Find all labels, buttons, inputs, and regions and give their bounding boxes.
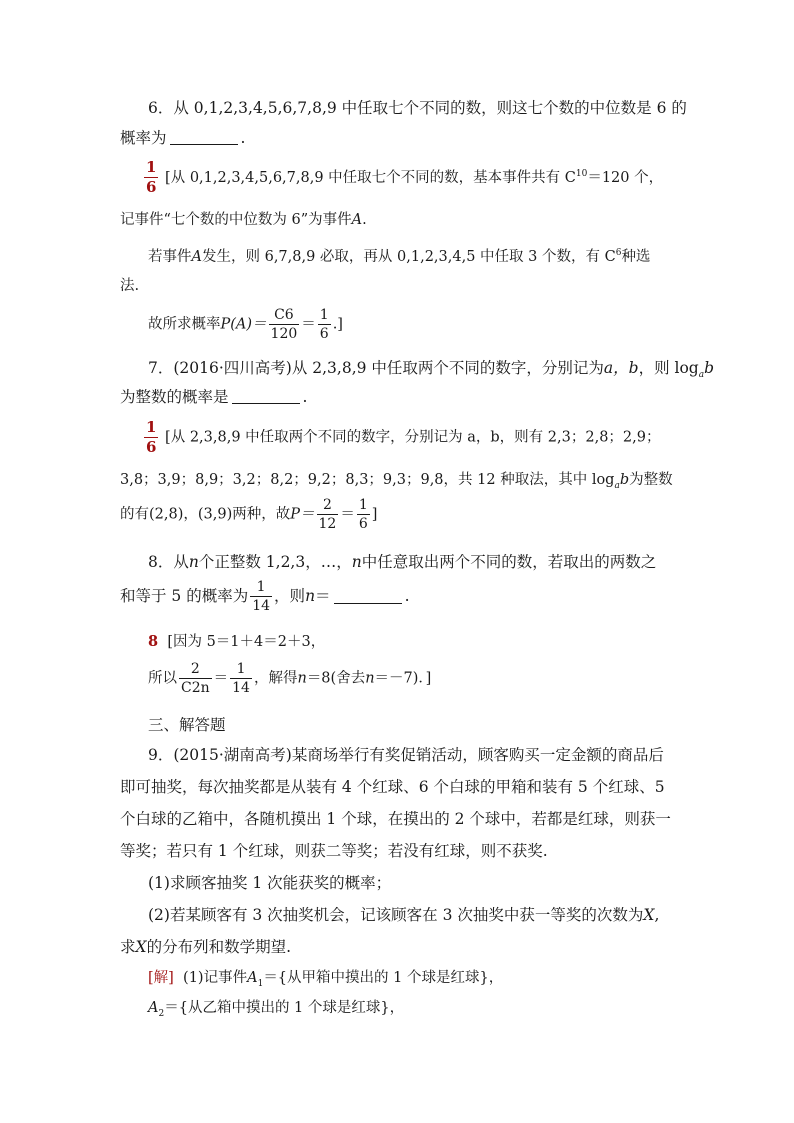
- q6-solution-line-5: 故所求概率P(A)＝ $\frac{C6}{120}$ ＝ $\frac{1}{6}$ .]: [148, 307, 343, 342]
- q7-solution-line-1: $\frac{1}{6}$ [从 2,3,8,9 中任取两个不同的数字，分别记为 a，b，则有 2,3；2,8；2,9；: [146, 418, 661, 456]
- q7-count-fraction: $\frac{2}{12}$: [318, 497, 337, 532]
- q6-stem-line-2: 概率为 .: [120, 129, 246, 147]
- q6-solution-line-4: 法.: [120, 278, 140, 294]
- q6-solution-line-2: 记事件“七个数的中位数为 6”为事件A.: [120, 212, 367, 228]
- q7-result-fraction: $\frac{1}{6}$: [358, 497, 368, 532]
- section-heading: 三、解答题: [148, 716, 226, 734]
- q6-result-fraction: $\frac{1}{6}$: [319, 307, 329, 342]
- q8-stem-line-1: 8．从n个正整数 1,2,3，…，n中任意取出两个不同的数，若取出的两数之: [148, 553, 657, 571]
- q6-solution-line-3: 若事件A发生，则 6,7,8,9 必取，再从 0,1,2,3,4,5 中任取 3 个数，有 $C^6$种选: [148, 248, 651, 265]
- q6-combination-fraction: $\frac{C6}{120}$: [270, 307, 298, 342]
- q6-answer-blank: [170, 130, 238, 145]
- q7-solution-line-3: 的有(2,8)，(3,9)两种，故P＝ $\frac{2}{12}$ ＝ $\frac{1}{6}$ ]: [120, 497, 378, 532]
- q8-solution-line-2: 所以 $\frac{2}{C2n}$ ＝ $\frac{1}{14}$ ，解得n＝8(舍去n＝－7)．]: [148, 661, 432, 696]
- q8-solution-line-1: 8 [因为 5＝1＋4＝2＋3，: [148, 633, 326, 650]
- q7-stem-line-2: 为整数的概率是 .: [120, 388, 308, 406]
- q9-solution-line-2: $A_2=${从乙箱中摸出的 1 个球是红球}，: [148, 1000, 405, 1019]
- q7-solution-line-2: 3,8；3,9；8,9；3,2；8,2；9,2；8,3；9,3；9,8，共 12 种取法，其中 $\log_ab$为整数: [120, 472, 673, 491]
- q9-solution-line-1: [解] (1)记事件$A_1=${从甲箱中摸出的 1 个球是红球}，: [148, 970, 504, 989]
- q6-answer-fraction: $\frac{1}{6}$: [146, 158, 157, 196]
- q9-part-1: (1)求顾客抽奖 1 次能获奖的概率；: [148, 874, 392, 892]
- q6-solution-line-1: $\frac{1}{6}$ [从 0,1,2,3,4,5,6,7,8,9 中任取七个不同的数，基本事件共有 $C^{10}=120$ 个，: [146, 158, 664, 196]
- q9-stem-line-3: 个白球的乙箱中，各随机摸出 1 个球，在摸出的 2 个球中，若都是红球，则获一: [120, 810, 671, 828]
- q8-stem-line-2: 和等于 5 的概率为 $\frac{1}{14}$ ，则n＝ .: [120, 579, 410, 614]
- q7-stem-line-1: 7．(2016·四川高考)从 2,3,8,9 中任取两个不同的数字，分别记为a，b，则 $\log_ab$: [148, 359, 715, 381]
- q7-answer-blank: [232, 389, 300, 404]
- q9-stem-line-4: 等奖；若只有 1 个红球，则获二等奖；若没有红球，则不获奖.: [120, 842, 548, 860]
- q8-combination-fraction: $\frac{2}{C2n}$: [181, 661, 210, 696]
- q8-result-fraction: $\frac{1}{14}$: [232, 661, 250, 696]
- q9-part-2-cont: 求X的分布列和数学期望.: [120, 938, 291, 956]
- q9-solution-label: [解]: [148, 970, 174, 986]
- q9-stem-line-2: 即可抽奖，每次抽奖都是从装有 4 个红球、6 个白球的甲箱和装有 5 个红球、5: [120, 778, 665, 796]
- q8-probability-fraction: $\frac{1}{14}$: [252, 579, 271, 614]
- q8-answer: 8: [148, 633, 159, 650]
- q9-stem-line-1: 9．(2015·湖南高考)某商场举行有奖促销活动，顾客购买一定金额的商品后: [148, 746, 664, 764]
- q9-part-2: (2)若某顾客有 3 次抽奖机会，记该顾客在 3 次抽奖中获一等奖的次数为X,: [148, 906, 660, 924]
- q6-stem-line-1: 6．从 0,1,2,3,4,5,6,7,8,9 中任取七个不同的数，则这七个数的中位数是 6 的: [148, 99, 687, 117]
- q7-answer-fraction: $\frac{1}{6}$: [146, 418, 157, 456]
- q8-answer-blank: [334, 589, 402, 604]
